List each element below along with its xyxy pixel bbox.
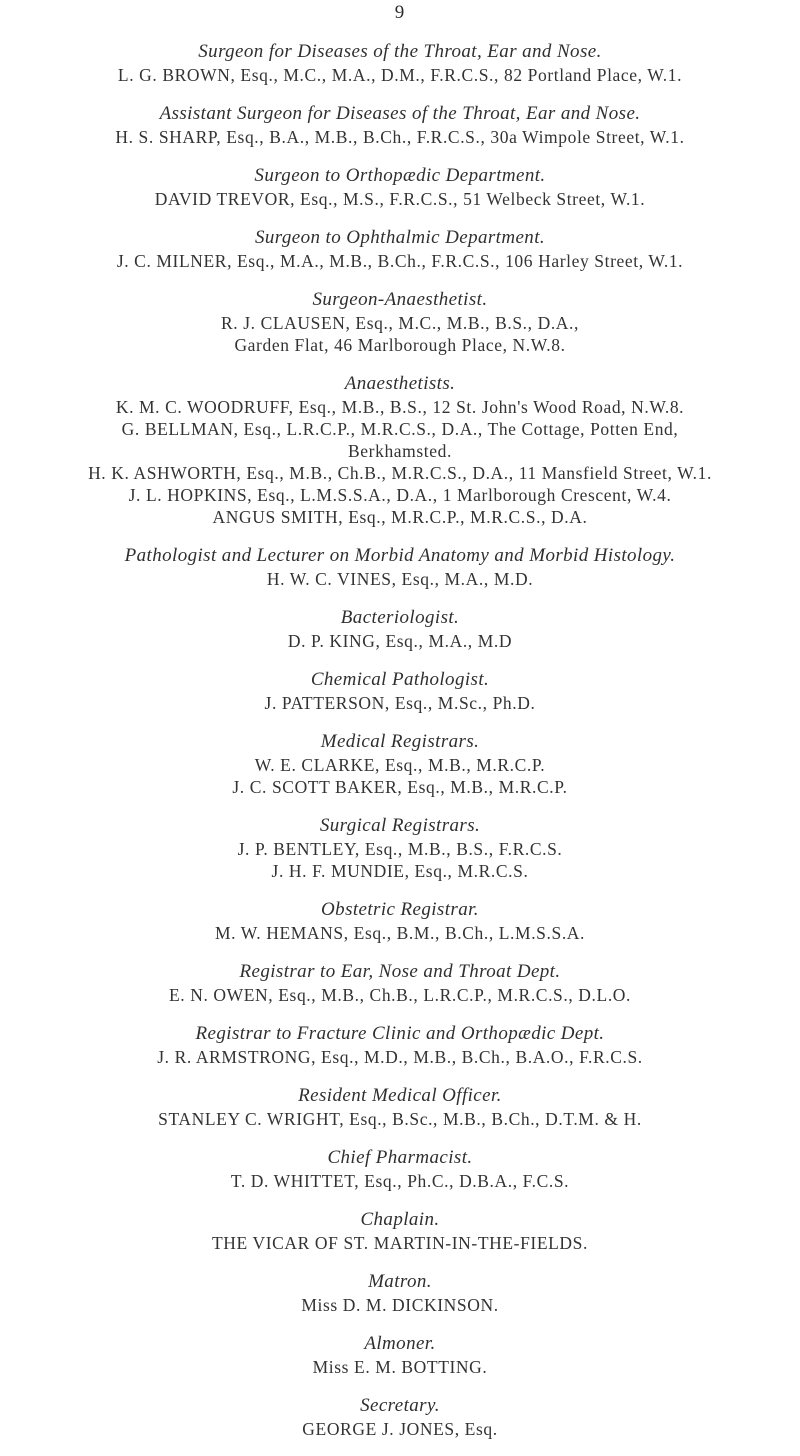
staff-entry: Miss D. M. DICKINSON. [301,1295,499,1315]
section-heading: Matron. [368,1271,432,1292]
staff-entry: Garden Flat, 46 Marlborough Place, N.W.8. [234,335,566,355]
staff-section [0,668,800,714]
staff-entry: GEORGE J. JONES, Esq. [302,1419,498,1439]
staff-entry: T. D. WHITTET, Esq., Ph.C., D.B.A., F.C.S. [230,1171,570,1191]
section-heading: Surgeon-Anaesthetist. [312,289,488,310]
staff-section [0,1084,800,1130]
staff-entry: G. BELLMAN, Esq., L.R.C.P., M.R.C.S., D.A., The Cottage, Potten End, [121,419,679,439]
section-heading: Bacteriologist. [340,607,460,628]
staff-entry: J. P. BENTLEY, Esq., M.B., B.S., F.R.C.S. [237,839,563,859]
staff-entry: W. E. CLARKE, Esq., M.B., M.R.C.P. [254,755,546,775]
staff-entry: J. R. ARMSTRONG, Esq., M.D., M.B., B.Ch., B.A.O., F.R.C.S. [157,1047,643,1067]
section-heading: Assistant Surgeon for Diseases of the Throat, Ear and Nose. [159,103,641,124]
section-heading: Chemical Pathologist. [310,669,490,690]
section-heading: Surgeon to Orthopædic Department. [254,165,546,186]
section-heading: Chief Pharmacist. [327,1147,473,1168]
staff-entry: DAVID TREVOR, Esq., M.S., F.R.C.S., 51 Welbeck Street, W.1. [154,189,646,209]
staff-entry: J. C. MILNER, Esq., M.A., M.B., B.Ch., F.R.C.S., 106 Harley Street, W.1. [116,251,684,271]
section-heading: Anaesthetists. [344,373,456,394]
section-heading: Medical Registrars. [320,731,480,752]
staff-entry: J. L. HOPKINS, Esq., L.M.S.S.A., D.A., 1 Marlborough Crescent, W.4. [128,485,672,505]
staff-entry: J. PATTERSON, Esq., M.Sc., Ph.D. [264,693,536,713]
section-heading: Registrar to Ear, Nose and Throat Dept. [239,961,561,982]
staff-section [0,1146,800,1192]
staff-section [0,1022,800,1068]
section-heading: Resident Medical Officer. [298,1085,502,1106]
staff-entry: Miss E. M. BOTTING. [312,1357,488,1377]
staff-entry: THE VICAR OF ST. MARTIN-IN-THE-FIELDS. [212,1233,588,1253]
staff-section [0,226,800,272]
section-heading: Obstetric Registrar. [321,899,479,920]
staff-section [0,288,800,356]
staff-entry: ANGUS SMITH, Esq., M.R.C.P., M.R.C.S., D.A. [212,507,588,527]
staff-section [0,372,800,528]
staff-entry: H. S. SHARP, Esq., B.A., M.B., B.Ch., F.R.C.S., 30a Wimpole Street, W.1. [115,127,685,147]
staff-entry: H. W. C. VINES, Esq., M.A., M.D. [266,569,534,589]
staff-entry: R. J. CLAUSEN, Esq., M.C., M.B., B.S., D.A., [221,313,579,333]
staff-entry: J. C. SCOTT BAKER, Esq., M.B., M.R.C.P. [232,777,568,797]
staff-section [0,730,800,798]
staff-entry: L. G. BROWN, Esq., M.C., M.A., D.M., F.R.C.S., 82 Portland Place, W.1. [117,65,683,85]
staff-section [0,814,800,882]
staff-entry: Berkhamsted. [348,441,452,461]
staff-entry: E. N. OWEN, Esq., M.B., Ch.B., L.R.C.P., M.R.C.S., D.L.O. [168,985,632,1005]
section-heading: Secretary. [360,1395,440,1416]
staff-entry: STANLEY C. WRIGHT, Esq., B.Sc., M.B., B.Ch., D.T.M. & H. [158,1109,642,1129]
staff-section [0,1394,800,1440]
section-heading: Chaplain. [360,1209,440,1230]
section-heading: Surgeon for Diseases of the Throat, Ear and Nose. [198,41,602,62]
staff-section [0,1332,800,1378]
staff-entry: K. M. C. WOODRUFF, Esq., M.B., B.S., 12 St. John's Wood Road, N.W.8. [115,397,685,417]
staff-entry: J. H. F. MUNDIE, Esq., M.R.C.S. [271,861,529,881]
section-heading: Almoner. [364,1333,436,1354]
staff-section [0,544,800,590]
staff-entry: H. K. ASHWORTH, Esq., M.B., Ch.B., M.R.C.S., D.A., 11 Mansfield Street, W.1. [88,463,712,483]
section-heading: Pathologist and Lecturer on Morbid Anatomy and Morbid Histology. [124,545,676,566]
staff-section [0,1208,800,1254]
staff-section [0,960,800,1006]
staff-section [0,1270,800,1316]
page-number: 9 [394,2,406,23]
staff-section [0,40,800,86]
section-heading: Surgeon to Ophthalmic Department. [254,227,546,248]
staff-list [0,40,800,1456]
section-heading: Registrar to Fracture Clinic and Orthopædic Dept. [195,1023,605,1044]
staff-section [0,898,800,944]
staff-section [0,102,800,148]
staff-section [0,164,800,210]
staff-entry: M. W. HEMANS, Esq., B.M., B.Ch., L.M.S.S.A. [214,923,586,943]
staff-section [0,606,800,652]
staff-entry: D. P. KING, Esq., M.A., M.D [287,631,513,651]
section-heading: Surgical Registrars. [319,815,481,836]
